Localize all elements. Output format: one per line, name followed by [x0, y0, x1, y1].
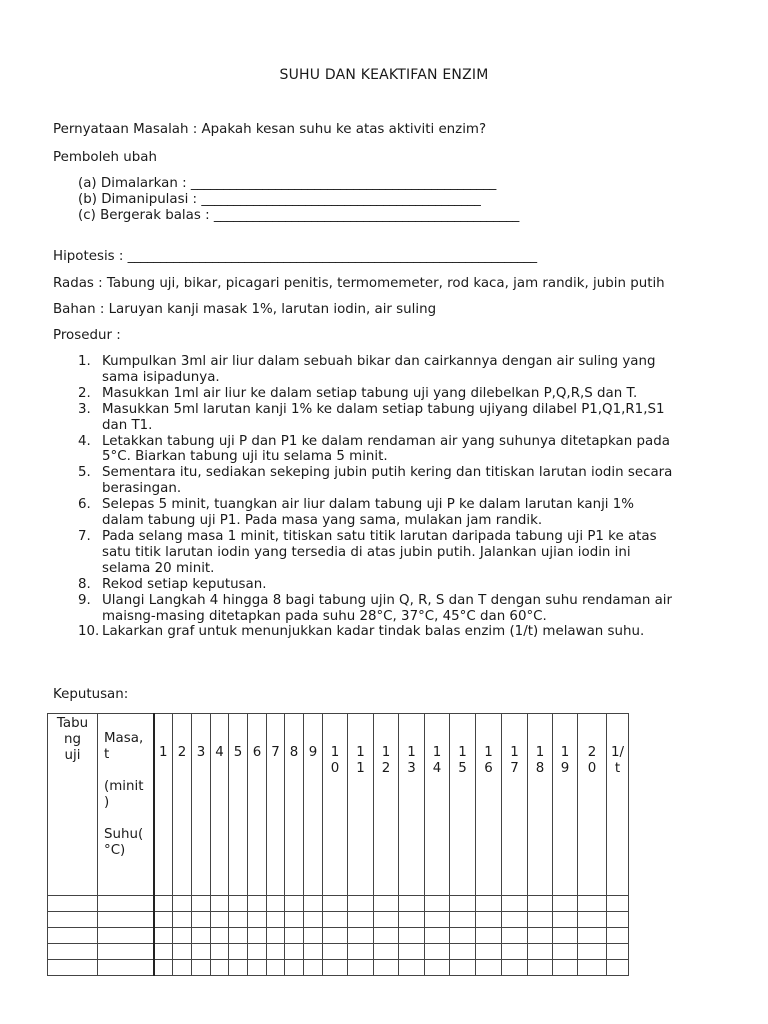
- table-cell[interactable]: [229, 896, 248, 912]
- table-cell[interactable]: [348, 912, 374, 928]
- table-cell[interactable]: [211, 896, 229, 912]
- header-digit: 6: [252, 745, 262, 760]
- table-cell[interactable]: [98, 960, 154, 976]
- header-minute-2: [173, 714, 192, 896]
- step-text-line: Masukkan 1ml air liur ke dalam setiap tabung uji yang dilebelkan P,Q,R,S dan T.: [102, 385, 638, 401]
- header-text-line: ng: [64, 732, 81, 747]
- header-minute-9: [304, 714, 323, 896]
- table-cell[interactable]: [374, 928, 399, 944]
- table-cell[interactable]: [399, 912, 425, 928]
- header-minute-15: [450, 714, 476, 896]
- step-number: 9.: [78, 592, 91, 608]
- header-digit: 0: [587, 761, 597, 776]
- hypothesis-blank[interactable]: _______________________________________________________________: [127, 249, 537, 264]
- materials-text: Bahan : Laruyan kanji masak 1%, larutan iodin, air suling: [53, 302, 437, 317]
- table-cell[interactable]: [607, 960, 629, 976]
- table-cell[interactable]: [450, 960, 476, 976]
- header-text-line: Masa,: [104, 731, 144, 746]
- table-cell[interactable]: [607, 944, 629, 960]
- table-cell[interactable]: [528, 928, 553, 944]
- table-cell[interactable]: [285, 944, 304, 960]
- header-minute-10: [323, 714, 348, 896]
- table-row: [48, 960, 629, 976]
- table-cell[interactable]: [528, 944, 553, 960]
- table-cell[interactable]: [450, 896, 476, 912]
- header-digit: 1: [535, 745, 545, 760]
- header-digit: 2: [587, 745, 597, 760]
- header-digit: 8: [535, 761, 545, 776]
- table-cell[interactable]: [323, 944, 348, 960]
- table-cell[interactable]: [348, 944, 374, 960]
- table-cell[interactable]: [476, 912, 502, 928]
- table-cell[interactable]: [399, 896, 425, 912]
- table-cell[interactable]: [502, 896, 528, 912]
- header-digit: 1: [432, 745, 442, 760]
- table-cell[interactable]: [267, 912, 285, 928]
- table-cell[interactable]: [248, 960, 267, 976]
- results-table: [47, 713, 629, 976]
- step-text-line: dan T1.: [102, 417, 153, 433]
- table-cell[interactable]: [154, 960, 173, 976]
- table-cell[interactable]: [304, 960, 323, 976]
- table-cell[interactable]: [528, 896, 553, 912]
- table-row: [48, 944, 629, 960]
- table-cell[interactable]: [502, 960, 528, 976]
- header-digit: 5: [233, 745, 243, 760]
- header-minute-17: [502, 714, 528, 896]
- variables-heading: Pemboleh ubah: [53, 150, 157, 165]
- step-text-line: Masukkan 5ml larutan kanji 1% ke dalam setiap tabung ujiyang dilabel P1,Q1,R1,S1: [102, 401, 665, 417]
- answer-blank[interactable]: _______________________________________________: [190, 176, 497, 191]
- table-cell[interactable]: [211, 928, 229, 944]
- procedure-list: [62, 354, 722, 640]
- header-digit: 5: [458, 761, 467, 776]
- variable-responding: [78, 208, 519, 223]
- variable-label: (a) Dimalarkan :: [78, 176, 191, 191]
- table-cell[interactable]: [98, 912, 154, 928]
- table-cell[interactable]: [173, 944, 192, 960]
- table-cell[interactable]: [285, 912, 304, 928]
- hypothesis-label: Hipotesis :: [53, 249, 128, 264]
- table-cell[interactable]: [578, 896, 607, 912]
- table-cell[interactable]: [425, 960, 450, 976]
- header-digit: 1: [356, 745, 365, 760]
- table-cell[interactable]: [304, 896, 323, 912]
- table-cell[interactable]: [98, 928, 154, 944]
- header-minute-7: [267, 714, 285, 896]
- table-cell[interactable]: [553, 912, 578, 928]
- apparatus-text: Radas : Tabung uji, bikar, picagari penitis, termomemeter, rod kaca, jam randik, jubin putih: [53, 276, 665, 291]
- header-digit: 1: [381, 745, 391, 760]
- header-digit: 1: [484, 745, 493, 760]
- table-cell[interactable]: [267, 960, 285, 976]
- procedure-step: [62, 465, 722, 497]
- step-text-line: maisng-masing ditetapkan pada suhu 28°C, 37°C, 45°C dan 60°C.: [102, 608, 547, 624]
- procedure-heading: Prosedur :: [53, 328, 121, 343]
- step-text-line: selama 20 minit.: [102, 560, 215, 576]
- step-text-line: dalam tabung uji P1. Pada masa yang sama, mulakan jam randik.: [102, 513, 543, 529]
- procedure-step: [62, 497, 722, 529]
- step-number: 5.: [78, 465, 91, 481]
- problem-statement: Pernyataan Masalah : Apakah kesan suhu ke atas aktiviti enzim?: [53, 122, 487, 137]
- step-number: 8.: [78, 576, 91, 592]
- table-cell[interactable]: [248, 944, 267, 960]
- step-text-line: Kumpulkan 3ml air liur dalam sebuah bikar dan cairkannya dengan air suling yang: [102, 354, 656, 369]
- table-cell[interactable]: [476, 896, 502, 912]
- table-cell[interactable]: [578, 928, 607, 944]
- header-text-line: 1/: [610, 745, 625, 760]
- header-digit: 4: [432, 761, 442, 776]
- table-cell[interactable]: [607, 896, 629, 912]
- table-cell[interactable]: [374, 896, 399, 912]
- header-digit: 1: [158, 745, 168, 760]
- variable-constant: [78, 176, 496, 191]
- table-cell[interactable]: [425, 896, 450, 912]
- header-tabung-uji: [48, 714, 98, 896]
- header-minute-18: [528, 714, 553, 896]
- table-cell[interactable]: [211, 960, 229, 976]
- table-cell[interactable]: [348, 960, 374, 976]
- table-cell[interactable]: [374, 944, 399, 960]
- table-cell[interactable]: [348, 928, 374, 944]
- table-row: [48, 896, 629, 912]
- table-cell[interactable]: [450, 928, 476, 944]
- table-cell[interactable]: [502, 928, 528, 944]
- table-cell[interactable]: [229, 928, 248, 944]
- step-text-line: Pada selang masa 1 minit, titiskan satu titik larutan daripada tabung uji P1 ke atas: [102, 528, 657, 544]
- header-digit: 9: [308, 745, 318, 760]
- table-cell[interactable]: [476, 928, 502, 944]
- header-minute-8: [285, 714, 304, 896]
- procedure-step: [62, 577, 722, 593]
- table-cell[interactable]: [578, 912, 607, 928]
- step-text-line: berasingan.: [102, 481, 182, 497]
- table-cell[interactable]: [267, 896, 285, 912]
- table-cell[interactable]: [173, 896, 192, 912]
- header-minute-14: [425, 714, 450, 896]
- header-minute-11: [348, 714, 374, 896]
- table-cell[interactable]: [607, 912, 629, 928]
- table-cell[interactable]: [502, 944, 528, 960]
- table-cell[interactable]: [173, 960, 192, 976]
- table-header-row: [48, 714, 629, 896]
- table-cell[interactable]: [229, 960, 248, 976]
- step-text-line: Selepas 5 minit, tuangkan air liur dalam tabung uji P ke dalam larutan kanji 1%: [102, 497, 635, 513]
- table-cell[interactable]: [476, 960, 502, 976]
- header-minute-16: [476, 714, 502, 896]
- procedure-step: [62, 624, 722, 640]
- header-minute-19: [553, 714, 578, 896]
- header-minute-1: [154, 714, 173, 896]
- table-cell[interactable]: [553, 896, 578, 912]
- table-cell[interactable]: [450, 944, 476, 960]
- header-digit: 1: [560, 745, 570, 760]
- header-digit: 8: [289, 745, 299, 760]
- table-cell[interactable]: [285, 928, 304, 944]
- step-number: 6.: [78, 497, 91, 513]
- procedure-step: [62, 434, 722, 466]
- header-digit: 9: [560, 761, 570, 776]
- step-text-line: Lakarkan graf untuk menunjukkan kadar tindak balas enzim (1/t) melawan suhu.: [102, 624, 645, 640]
- table-cell[interactable]: [476, 944, 502, 960]
- results-heading: Keputusan:: [53, 687, 129, 702]
- table-cell[interactable]: [192, 960, 211, 976]
- table-cell[interactable]: [323, 928, 348, 944]
- table-cell[interactable]: [248, 928, 267, 944]
- table-cell[interactable]: [267, 944, 285, 960]
- table-cell[interactable]: [304, 912, 323, 928]
- header-text-line: t: [614, 761, 621, 776]
- header-minute-6: [248, 714, 267, 896]
- table-cell[interactable]: [425, 944, 450, 960]
- table-cell[interactable]: [154, 912, 173, 928]
- step-text-line: 5°C. Biarkan tabung uji itu selama 5 minit.: [102, 449, 388, 465]
- header-minute-12: [374, 714, 399, 896]
- table-cell[interactable]: [267, 928, 285, 944]
- table-cell[interactable]: [192, 896, 211, 912]
- table-cell[interactable]: [248, 912, 267, 928]
- table-cell[interactable]: [502, 912, 528, 928]
- header-digit: 6: [484, 761, 493, 776]
- table-cell[interactable]: [229, 944, 248, 960]
- procedure-step: [62, 529, 722, 577]
- answer-blank[interactable]: _______________________________________________: [213, 208, 520, 223]
- table-cell[interactable]: [192, 912, 211, 928]
- table-cell[interactable]: [304, 928, 323, 944]
- table-cell[interactable]: [450, 912, 476, 928]
- header-minute-5: [229, 714, 248, 896]
- procedure-step: [62, 386, 722, 402]
- variable-label: (c) Bergerak balas :: [78, 208, 214, 223]
- step-number: 10.: [78, 624, 100, 640]
- table-cell[interactable]: [399, 928, 425, 944]
- header-digit: 0: [330, 761, 340, 776]
- header-rate: [607, 714, 629, 896]
- step-number: 2.: [78, 385, 91, 401]
- variable-label: (b) Dimanipulasi :: [78, 192, 202, 207]
- table-cell[interactable]: [48, 928, 98, 944]
- table-cell[interactable]: [48, 912, 98, 928]
- header-digit: 7: [510, 761, 519, 776]
- table-cell[interactable]: [192, 928, 211, 944]
- step-text-line: Rekod setiap keputusan.: [102, 576, 267, 592]
- table-cell[interactable]: [229, 912, 248, 928]
- step-number: 4.: [78, 433, 91, 449]
- table-cell[interactable]: [154, 928, 173, 944]
- header-minute-20: [578, 714, 607, 896]
- header-text-line: ): [104, 795, 110, 810]
- table-cell[interactable]: [528, 960, 553, 976]
- header-digit: 1: [510, 745, 519, 760]
- table-cell[interactable]: [528, 912, 553, 928]
- table-row: [48, 928, 629, 944]
- table-cell[interactable]: [173, 928, 192, 944]
- page-title: SUHU DAN KEAKTIFAN ENZIM: [279, 67, 489, 83]
- header-digit: 3: [407, 761, 416, 776]
- header-digit: 2: [381, 761, 391, 776]
- header-digit: 4: [215, 745, 224, 760]
- header-digit: 1: [407, 745, 416, 760]
- header-digit: 3: [196, 745, 206, 760]
- table-row: [48, 912, 629, 928]
- header-digit: 7: [271, 745, 280, 760]
- procedure-step: [62, 593, 722, 625]
- table-cell[interactable]: [323, 960, 348, 976]
- answer-blank[interactable]: ___________________________________________: [201, 192, 481, 207]
- table-cell[interactable]: [374, 960, 399, 976]
- table-cell[interactable]: [323, 912, 348, 928]
- step-text-line: Sementara itu, sediakan sekeping jubin putih kering dan titiskan larutan iodin secara: [102, 465, 673, 481]
- table-cell[interactable]: [553, 928, 578, 944]
- header-digit: 1: [356, 761, 365, 776]
- table-cell[interactable]: [48, 960, 98, 976]
- procedure-step: [62, 354, 722, 386]
- table-cell[interactable]: [211, 912, 229, 928]
- header-masa-suhu: [98, 714, 154, 896]
- procedure-step: [62, 402, 722, 434]
- table-cell[interactable]: [399, 944, 425, 960]
- step-number: 1.: [78, 354, 91, 369]
- header-digit: 1: [330, 745, 340, 760]
- step-text-line: Letakkan tabung uji P dan P1 ke dalam rendaman air yang suhunya ditetapkan pada: [102, 433, 670, 449]
- header-text-line: [104, 763, 153, 779]
- table-cell[interactable]: [48, 944, 98, 960]
- table-cell[interactable]: [304, 944, 323, 960]
- step-text-line: sama isipadunya.: [102, 369, 220, 385]
- table-cell[interactable]: [285, 960, 304, 976]
- hypothesis: [53, 249, 537, 264]
- step-number: 3.: [78, 401, 91, 417]
- table-cell[interactable]: [248, 896, 267, 912]
- table-cell[interactable]: [578, 960, 607, 976]
- table-cell[interactable]: [285, 896, 304, 912]
- table-cell[interactable]: [173, 912, 192, 928]
- table-cell[interactable]: [374, 912, 399, 928]
- step-text-line: Ulangi Langkah 4 hingga 8 bagi tabung ujin Q, R, S dan T dengan suhu rendaman air: [102, 592, 673, 608]
- table-cell[interactable]: [154, 896, 173, 912]
- header-digit: 2: [177, 745, 187, 760]
- header-text-line: [104, 811, 153, 827]
- table-cell[interactable]: [578, 944, 607, 960]
- table-cell[interactable]: [425, 928, 450, 944]
- header-minute-3: [192, 714, 211, 896]
- table-cell[interactable]: [553, 960, 578, 976]
- table-cell[interactable]: [323, 896, 348, 912]
- table-cell[interactable]: [553, 944, 578, 960]
- variable-manipulated: [78, 192, 481, 207]
- table-cell[interactable]: [211, 944, 229, 960]
- table-cell[interactable]: [48, 896, 98, 912]
- table-cell[interactable]: [98, 896, 154, 912]
- table-cell[interactable]: [348, 896, 374, 912]
- header-text-line: Suhu(: [104, 827, 144, 842]
- step-text-line: satu titik larutan iodin yang tersedia di atas jubin putih. Jalankan ujian iodin ini: [102, 544, 631, 560]
- header-minute-4: [211, 714, 229, 896]
- table-cell[interactable]: [154, 944, 173, 960]
- header-digit: 1: [458, 745, 467, 760]
- header-minute-13: [399, 714, 425, 896]
- step-number: 7.: [78, 528, 91, 544]
- table-cell[interactable]: [399, 960, 425, 976]
- table-cell[interactable]: [607, 928, 629, 944]
- header-text-line: Tabu: [56, 716, 89, 731]
- header-text-line: t: [104, 747, 110, 762]
- table-cell[interactable]: [98, 944, 154, 960]
- header-text-line: uji: [64, 748, 81, 763]
- table-cell[interactable]: [192, 944, 211, 960]
- table-cell[interactable]: [425, 912, 450, 928]
- header-text-line: (minit: [104, 779, 144, 794]
- header-text-line: °C): [104, 843, 126, 858]
